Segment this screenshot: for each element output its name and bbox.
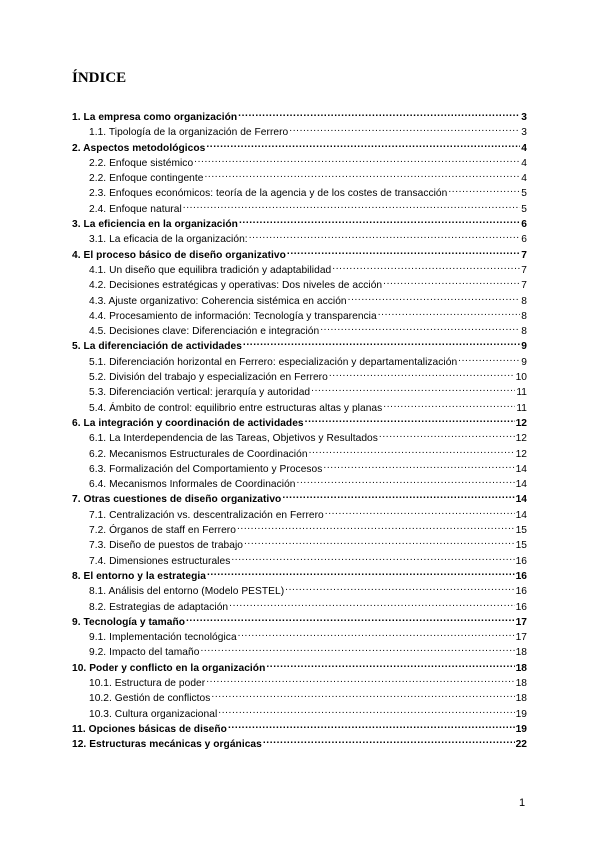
toc-subsection-entry[interactable] — [72, 598, 527, 613]
toc-section-entry[interactable] — [72, 414, 527, 429]
page-number: 1 — [519, 797, 526, 809]
toc-entry-page: 8 — [521, 310, 527, 322]
toc-dot-leader — [448, 184, 520, 196]
toc-entry-page: 7 — [521, 249, 527, 261]
toc-dot-leader — [228, 720, 515, 732]
toc-entry-page: 19 — [515, 723, 527, 735]
toc-entry-page: 4 — [521, 157, 527, 169]
toc-entry-page: 11 — [516, 387, 527, 399]
toc-section-entry[interactable] — [72, 659, 527, 674]
toc-entry-page: 16 — [515, 601, 527, 613]
toc-dot-leader — [194, 154, 520, 166]
toc-entry-page: 16 — [515, 570, 527, 582]
toc-dot-leader — [289, 123, 520, 135]
toc-entry-title: 5.4. Ámbito de control: equilibrio entre estructuras altas y planas — [89, 402, 383, 414]
toc-subsection-entry[interactable] — [72, 399, 527, 414]
toc-subsection-entry[interactable] — [72, 445, 527, 460]
toc-entry-page: 22 — [515, 739, 527, 751]
toc-section-entry[interactable] — [72, 337, 527, 352]
toc-subsection-entry[interactable] — [72, 154, 527, 169]
toc-entry-page: 5 — [521, 188, 527, 200]
toc-section-entry[interactable] — [72, 567, 527, 582]
toc-entry-page: 12 — [515, 433, 527, 445]
toc-dot-leader — [348, 292, 521, 304]
toc-subsection-entry[interactable] — [72, 689, 527, 704]
toc-dot-leader — [266, 659, 514, 671]
toc-entry-page: 12 — [515, 448, 527, 460]
toc-dot-leader — [237, 521, 515, 533]
toc-dot-leader — [378, 307, 521, 319]
toc-entry-title: 7.2. Órganos de staff en Ferrero — [89, 525, 236, 537]
toc-entry-page: 15 — [515, 540, 527, 552]
toc-dot-leader — [285, 582, 514, 594]
toc-dot-leader — [218, 705, 514, 717]
toc-entry-title: 2. Aspectos metodológicos — [72, 142, 206, 154]
toc-entry-title: 2.2. Enfoque sistémico — [89, 157, 194, 169]
toc-dot-leader — [263, 735, 515, 747]
toc-entry-title: 9.2. Impacto del tamaño — [89, 647, 200, 659]
toc-dot-leader — [323, 460, 514, 472]
toc-entry-title: 12. Estructuras mecánicas y orgánicas — [72, 739, 262, 751]
toc-dot-leader — [229, 598, 514, 610]
toc-entry-page: 8 — [521, 295, 527, 307]
toc-entry-title: 6.4. Mecanismos Informales de Coordinación — [89, 479, 296, 491]
toc-dot-leader — [383, 276, 520, 288]
toc-subsection-entry[interactable] — [72, 353, 527, 368]
toc-entry-title: 10.3. Cultura organizacional — [89, 708, 218, 720]
toc-entry-title: 4.2. Decisiones estratégicas y operativas: Dos niveles de acción — [89, 280, 383, 292]
toc-subsection-entry[interactable] — [72, 292, 527, 307]
toc-section-entry[interactable] — [72, 735, 527, 750]
toc-entry-page: 18 — [515, 662, 527, 674]
toc-section-entry[interactable] — [72, 139, 527, 154]
toc-entry-page: 4 — [521, 173, 527, 185]
toc-entry-page: 14 — [515, 479, 527, 491]
toc-entry-title: 7.3. Diseño de puestos de trabajo — [89, 540, 243, 552]
toc-dot-leader — [249, 230, 521, 242]
toc-entry-page: 6 — [521, 219, 527, 231]
toc-entry-page: 10 — [515, 372, 527, 384]
toc-subsection-entry[interactable] — [72, 460, 527, 475]
toc-entry-page: 16 — [515, 586, 527, 598]
toc-entry-title: 7. Otras cuestiones de diseño organizativo — [72, 494, 282, 506]
toc-entry-page: 18 — [515, 677, 527, 689]
toc-entry-page: 17 — [515, 616, 527, 628]
toc-dot-leader — [186, 613, 515, 625]
toc-entry-page: 5 — [521, 203, 527, 215]
toc-dot-leader — [332, 261, 520, 273]
toc-entry-page: 12 — [515, 417, 527, 429]
toc-dot-leader — [325, 506, 515, 518]
toc-entry-page: 18 — [515, 647, 527, 659]
toc-dot-leader — [205, 169, 521, 181]
toc-entry-title: 9.1. Implementación tecnológica — [89, 632, 237, 644]
page-title: ÍNDICE — [72, 70, 127, 86]
toc-entry-page: 6 — [521, 234, 527, 246]
toc-dot-leader — [297, 475, 515, 487]
toc-entry-page: 3 — [521, 127, 527, 139]
toc-subsection-entry[interactable] — [72, 643, 527, 658]
toc-entry-page: 7 — [521, 264, 527, 276]
toc-entry-title: 11. Opciones básicas de diseño — [72, 723, 227, 735]
toc-entry-title: 1.1. Tipología de la organización de Ferrero — [89, 127, 289, 139]
toc-subsection-entry[interactable] — [72, 582, 527, 597]
toc-entry-page: 4 — [521, 142, 527, 154]
toc-dot-leader — [211, 689, 514, 701]
toc-entry-title: 3.1. La eficacia de la organización: — [89, 234, 248, 246]
toc-section-entry[interactable] — [72, 613, 527, 628]
toc-entry-title: 8.2. Estrategias de adaptación — [89, 601, 229, 613]
toc-dot-leader — [329, 368, 515, 380]
toc-dot-leader — [243, 337, 520, 349]
toc-entry-title: 4.4. Procesamiento de información: Tecnología y transparencia — [89, 310, 377, 322]
toc-subsection-entry[interactable] — [72, 123, 527, 138]
toc-entry-page: 15 — [515, 525, 527, 537]
toc-entry-page: 7 — [521, 280, 527, 292]
toc-dot-leader — [183, 200, 521, 212]
toc-entry-title: 7.1. Centralización vs. descentralización en Ferrero — [89, 509, 324, 521]
toc-entry-page: 14 — [515, 494, 527, 506]
toc-entry-title: 10.1. Estructura de poder — [89, 677, 206, 689]
table-of-contents — [72, 108, 527, 750]
toc-entry-title: 2.2. Enfoque contingente — [89, 173, 204, 185]
toc-dot-leader — [206, 674, 514, 686]
toc-dot-leader — [309, 445, 515, 457]
toc-dot-leader — [320, 322, 520, 334]
toc-subsection-entry[interactable] — [72, 322, 527, 337]
toc-subsection-entry[interactable] — [72, 261, 527, 276]
toc-entry-page: 18 — [515, 693, 527, 705]
toc-section-entry[interactable] — [72, 215, 527, 230]
toc-dot-leader — [311, 383, 515, 395]
toc-entry-title: 4.3. Ajuste organizativo: Coherencia sistémica en acción — [89, 295, 347, 307]
toc-entry-page: 14 — [515, 463, 527, 475]
toc-dot-leader — [238, 628, 515, 640]
toc-subsection-entry[interactable] — [72, 705, 527, 720]
toc-entry-title: 8. El entorno y la estrategia — [72, 570, 206, 582]
toc-entry-page: 16 — [515, 555, 527, 567]
toc-entry-page: 19 — [515, 708, 527, 720]
toc-dot-leader — [238, 108, 520, 120]
toc-section-entry[interactable] — [72, 490, 527, 505]
toc-dot-leader — [231, 552, 514, 564]
toc-entry-title: 7.4. Dimensiones estructurales — [89, 555, 231, 567]
toc-subsection-entry[interactable] — [72, 368, 527, 383]
toc-entry-title: 1. La empresa como organización — [72, 112, 238, 123]
toc-dot-leader — [206, 139, 520, 151]
toc-dot-leader — [200, 643, 514, 655]
toc-entry-title: 4.5. Decisiones clave: Diferenciación e integración — [89, 326, 320, 338]
toc-subsection-entry[interactable] — [72, 184, 527, 199]
toc-subsection-entry[interactable] — [72, 429, 527, 444]
toc-subsection-entry[interactable] — [72, 276, 527, 291]
toc-entry-title: 3. La eficiencia en la organización — [72, 219, 238, 231]
toc-section-entry[interactable] — [72, 246, 527, 261]
toc-entry-page: 8 — [521, 326, 527, 338]
toc-subsection-entry[interactable] — [72, 200, 527, 215]
toc-subsection-entry[interactable] — [72, 628, 527, 643]
toc-dot-leader — [287, 246, 520, 258]
toc-subsection-entry[interactable] — [72, 307, 527, 322]
toc-dot-leader — [305, 414, 515, 426]
toc-entry-page: 14 — [515, 509, 527, 521]
toc-dot-leader — [383, 399, 515, 411]
toc-entry-title: 10.2. Gestión de conflictos — [89, 693, 211, 705]
toc-subsection-entry[interactable] — [72, 536, 527, 551]
toc-subsection-entry[interactable] — [72, 552, 527, 567]
toc-entry-title: 5.2. División del trabajo y especialización en Ferrero — [89, 372, 328, 384]
toc-entry-page: 9 — [521, 341, 527, 353]
toc-subsection-entry[interactable] — [72, 506, 527, 521]
toc-entry-title: 5.1. Diferenciación horizontal en Ferrero: especialización y departamentalización — [89, 356, 458, 368]
toc-subsection-entry[interactable] — [72, 475, 527, 490]
toc-entry-title: 2.4. Enfoque natural — [89, 203, 182, 215]
toc-entry-page: 11 — [516, 402, 527, 414]
toc-entry-title: 6. La integración y coordinación de actividades — [72, 417, 304, 429]
toc-section-entry[interactable] — [72, 108, 527, 123]
toc-entry-title: 8.1. Análisis del entorno (Modelo PESTEL) — [89, 586, 285, 598]
toc-entry-title: 6.1. La Interdependencia de las Tareas, Objetivos y Resultados — [89, 433, 378, 445]
toc-entry-title: 10. Poder y conflicto en la organización — [72, 662, 266, 674]
toc-entry-title: 4. El proceso básico de diseño organizativo — [72, 249, 286, 261]
toc-subsection-entry[interactable] — [72, 230, 527, 245]
toc-subsection-entry[interactable] — [72, 674, 527, 689]
toc-dot-leader — [239, 215, 520, 227]
toc-subsection-entry[interactable] — [72, 169, 527, 184]
toc-subsection-entry[interactable] — [72, 383, 527, 398]
toc-dot-leader — [379, 429, 515, 441]
toc-dot-leader — [282, 490, 514, 502]
toc-entry-page: 9 — [521, 356, 527, 368]
toc-entry-title: 4.1. Un diseño que equilibra tradición y adaptabilidad — [89, 264, 332, 276]
toc-section-entry[interactable] — [72, 720, 527, 735]
toc-dot-leader — [244, 536, 515, 548]
toc-subsection-entry[interactable] — [72, 521, 527, 536]
toc-entry-page: 17 — [515, 632, 527, 644]
toc-entry-title: 6.2. Mecanismos Estructurales de Coordinación — [89, 448, 308, 460]
toc-entry-title: 5.3. Diferenciación vertical: jerarquía y autoridad — [89, 387, 311, 399]
toc-dot-leader — [207, 567, 515, 579]
toc-entry-title: 9. Tecnología y tamaño — [72, 616, 185, 628]
toc-entry-page: 3 — [521, 112, 527, 123]
toc-entry-title: 6.3. Formalización del Comportamiento y Procesos — [89, 463, 323, 475]
toc-dot-leader — [458, 353, 520, 365]
toc-entry-title: 2.3. Enfoques económicos: teoría de la agencia y de los costes de transacción — [89, 188, 448, 200]
toc-entry-title: 5. La diferenciación de actividades — [72, 341, 242, 353]
